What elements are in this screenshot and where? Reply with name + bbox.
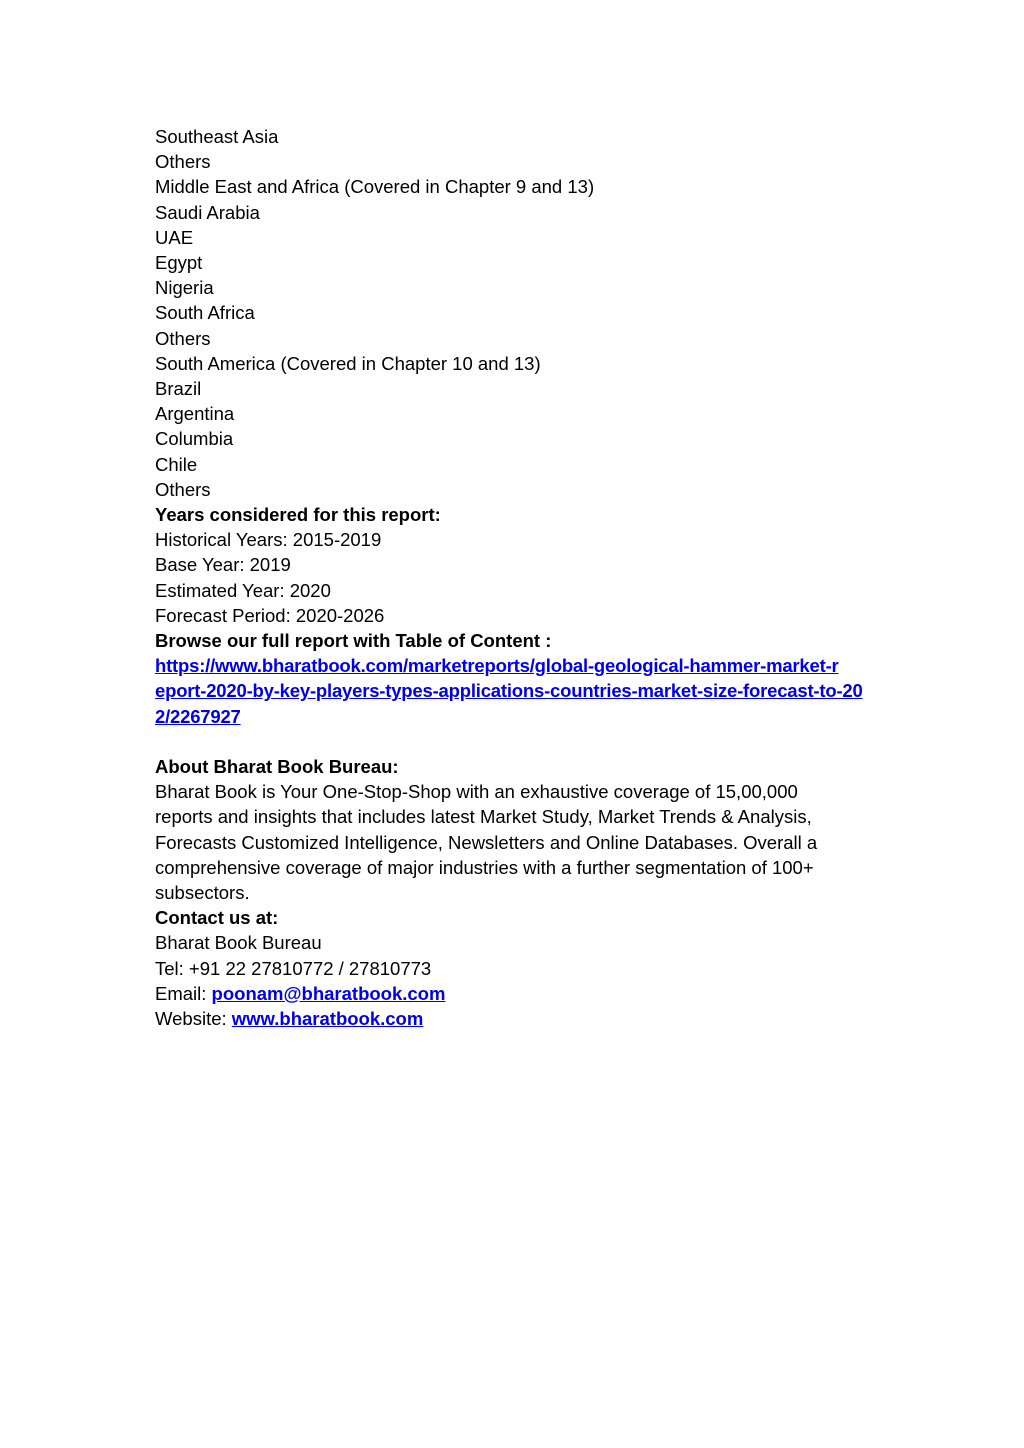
report-link[interactable] — [155, 653, 885, 729]
list-item: Middle East and Africa (Covered in Chapter 9 and 13) — [155, 176, 595, 198]
website-link[interactable]: www.bharatbook.com — [231, 1008, 424, 1030]
browse-section — [155, 628, 885, 729]
about-text-line: reports and insights that includes latest Market Study, Market Trends & Analysis, — [155, 806, 812, 828]
about-section — [155, 754, 885, 905]
about-text-line: comprehensive coverage of major industries with a further segmentation of 100+ — [155, 856, 814, 878]
website-label: Website: — [155, 1008, 232, 1030]
estimated-year: Estimated Year: 2020 — [155, 579, 331, 601]
company-name: Bharat Book Bureau — [155, 932, 322, 954]
document-page — [155, 124, 885, 1031]
about-heading: About Bharat Book Bureau: — [155, 756, 399, 778]
email-link[interactable]: poonam@bharatbook.com — [211, 982, 446, 1004]
base-year: Base Year: 2019 — [155, 554, 291, 576]
historical-years: Historical Years: 2015-2019 — [155, 529, 382, 551]
about-text-line: Forecasts Customized Intelligence, Newsletters and Online Databases. Overall a — [155, 831, 818, 853]
list-item: Egypt — [155, 252, 203, 274]
contact-heading: Contact us at: — [155, 907, 279, 929]
browse-heading: Browse our full report with Table of Content : — [155, 630, 552, 652]
about-text-line: Bharat Book is Your One-Stop-Shop with an exhaustive coverage of 15,00,000 — [155, 781, 798, 803]
regions-list — [155, 124, 885, 502]
list-item: South America (Covered in Chapter 10 and 13) — [155, 352, 541, 374]
spacer — [155, 729, 885, 754]
list-item: Columbia — [155, 428, 234, 450]
list-item: Chile — [155, 453, 198, 475]
email-label: Email: — [155, 982, 212, 1004]
list-item: Nigeria — [155, 277, 214, 299]
report-link-line-2[interactable]: eport-2020-by-key-players-types-applications-countries-market-size-forecast-to-20 — [155, 680, 863, 702]
forecast-period: Forecast Period: 2020-2026 — [155, 604, 385, 626]
report-link-line-3[interactable]: 2/2267927 — [155, 705, 241, 727]
list-item: Others — [155, 327, 211, 349]
list-item: Others — [155, 478, 211, 500]
telephone: Tel: +91 22 27810772 / 27810773 — [155, 957, 432, 979]
report-link-line-1[interactable]: https://www.bharatbook.com/marketreports/global-geological-hammer-market-r — [155, 655, 839, 677]
list-item: Others — [155, 151, 211, 173]
list-item: Saudi Arabia — [155, 201, 260, 223]
list-item: UAE — [155, 226, 194, 248]
years-heading: Years considered for this report: — [155, 504, 441, 526]
list-item: Argentina — [155, 403, 235, 425]
contact-section — [155, 905, 885, 1031]
list-item: Southeast Asia — [155, 126, 279, 147]
website-row — [155, 1006, 885, 1031]
email-row — [155, 981, 885, 1006]
years-section — [155, 502, 885, 628]
about-text-line: subsectors. — [155, 882, 250, 904]
list-item: South Africa — [155, 302, 255, 324]
list-item: Brazil — [155, 378, 202, 400]
